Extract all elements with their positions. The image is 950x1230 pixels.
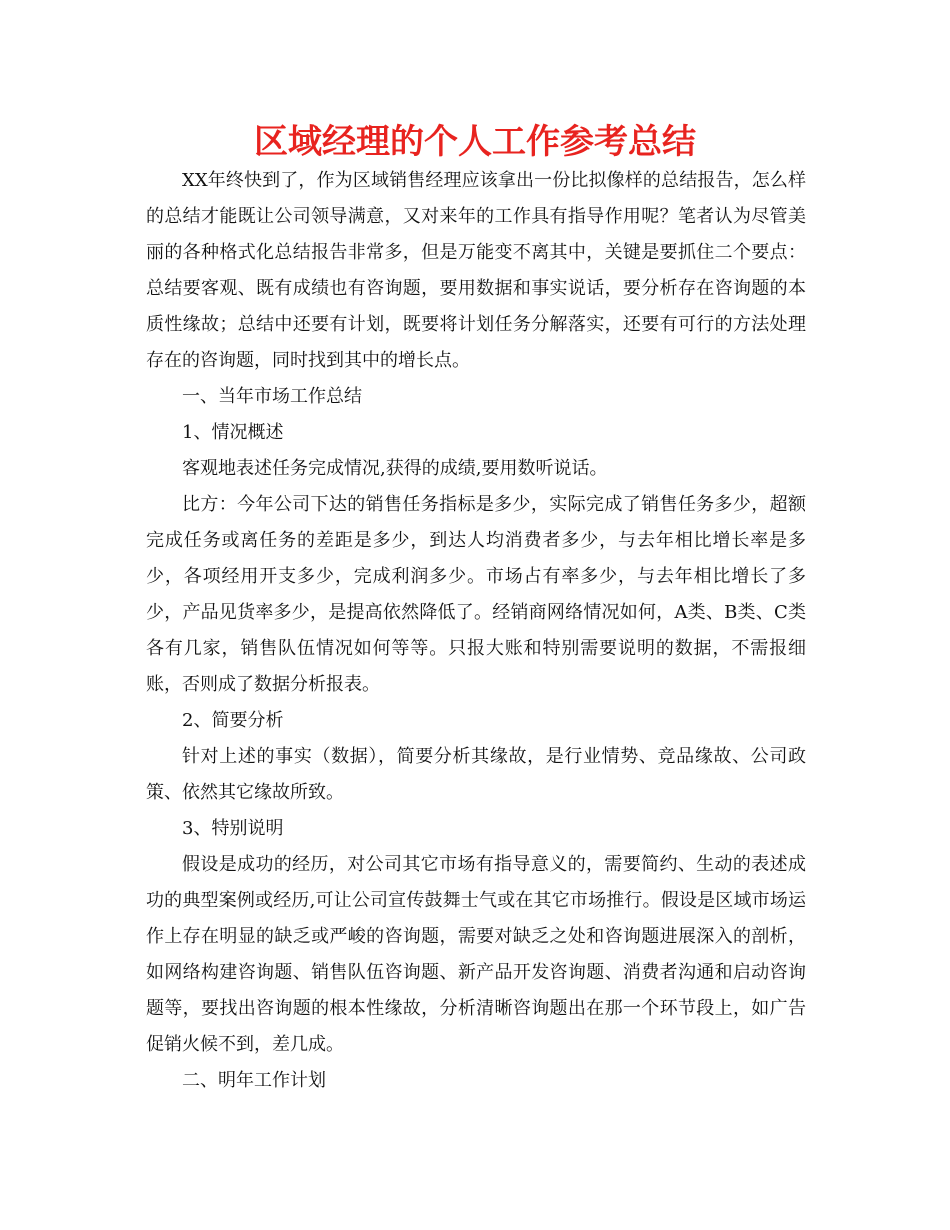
section-heading-2: 二、明年工作计划 bbox=[182, 1070, 326, 1091]
subheading-special-notes: 3、特别说明 bbox=[182, 818, 284, 839]
special-notes-paragraph: 假设是成功的经历，对公司其它市场有指导意义的，需要简约、生动的表述成功的典型案例或经历,可让公司宣传鼓舞士气或在其它市场推行。假设是区域市场运作上存在明显的缺乏或严峻的咨询题，需要对缺乏之处和咨询题进展深入的剖析，如网络构建咨询题、销售队伍咨询题、新产品开发咨询题、消费者沟通和启动咨询题等，要找出咨询题的根本性缘故，分析清晰咨询题出在那一个环节段上，如广告促销火候不到，差几成。 bbox=[146, 854, 806, 1055]
example-paragraph: 比方：今年公司下达的销售任务指标是多少，实际完成了销售任务多少，超额完成任务或离任务的差距是多少，到达人均消费者多少，与去年相比增长率是多少，各项经用开支多少，完成利润多少。市场占有率多少，与去年相比增长了多少，产品见货率多少，是提高依然降低了。经销商网络情况如何，A类、B类、C类各有几家，销售队伍情况如何等等。只报大账和特别需要说明的数据，不需报细账，否则成了数据分析报表。 bbox=[146, 494, 806, 695]
analysis-paragraph: 针对上述的事实（数据），简要分析其缘故，是行业情势、竞品缘故、公司政策、依然其它缘故所致。 bbox=[146, 746, 806, 803]
section-heading-1: 一、当年市场工作总结 bbox=[182, 386, 362, 407]
subheading-analysis: 2、简要分析 bbox=[182, 710, 284, 731]
overview-paragraph: 客观地表述任务完成情况,获得的成绩,要用数听说话。 bbox=[182, 458, 608, 479]
document-body bbox=[146, 163, 806, 1099]
document-title: 区域经理的个人工作参考总结 bbox=[254, 122, 696, 162]
subheading-overview: 1、情况概述 bbox=[182, 422, 284, 443]
intro-paragraph: XX年终快到了，作为区域销售经理应该拿出一份比拟像样的总结报告，怎么样的总结才能既让公司领导满意，又对来年的工作具有指导作用呢？笔者认为尽管美丽的各种格式化总结报告非常多，但是万能变不离其中，关键是要抓住二个要点：总结要客观、既有成绩也有咨询题，要用数据和事实说话，要分析存在咨询题的本质性缘故；总结中还要有计划，既要将计划任务分解落实，还要有可行的方法处理存在的咨询题，同时找到其中的增长点。 bbox=[146, 170, 806, 371]
